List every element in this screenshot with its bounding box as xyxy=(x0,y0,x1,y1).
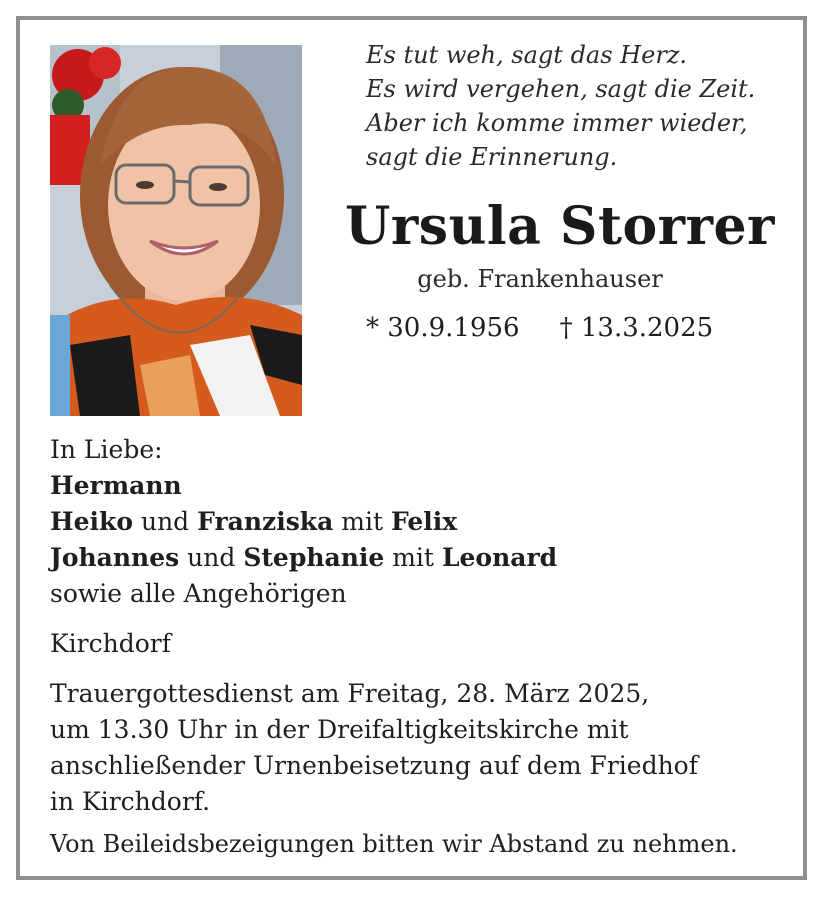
mourner-name: Franziska xyxy=(197,507,334,536)
portrait-photo xyxy=(50,45,302,416)
mourner-line xyxy=(50,540,790,576)
mourner-name: Leonard xyxy=(441,543,558,572)
mourners-intro: In Liebe: xyxy=(50,435,163,464)
mourner-name: Felix xyxy=(390,507,458,536)
connector-word: mit xyxy=(333,507,391,536)
deceased-name: Ursula Storrer xyxy=(345,196,775,257)
mourner-line xyxy=(50,504,790,540)
other-relatives: sowie alle Angehörigen xyxy=(50,579,347,608)
quote-line: sagt die Erinnerung. xyxy=(366,143,618,171)
service-line: um 13.30 Uhr in der Dreifaltigkeitskirche mit xyxy=(50,715,629,744)
connector-word: mit xyxy=(384,543,442,572)
quote-line: Aber ich komme immer wieder, xyxy=(366,109,748,137)
mourner-name: Hermann xyxy=(50,471,182,500)
service-line: in Kirchdorf. xyxy=(50,787,211,816)
connector-word: und xyxy=(179,543,244,572)
service-line: Trauergottesdienst am Freitag, 28. März 2025, xyxy=(50,679,650,708)
maiden-name: geb. Frankenhauser xyxy=(417,265,663,293)
death-date: † 13.3.2025 xyxy=(559,313,714,343)
connector-word: und xyxy=(133,507,198,536)
notice-body xyxy=(50,432,790,862)
service-line: anschließender Urnenbeisetzung auf dem Friedhof xyxy=(50,751,698,780)
birth-date: * 30.9.1956 xyxy=(366,313,520,343)
quote-line: Es tut weh, sagt das Herz. xyxy=(366,41,688,69)
quote-line: Es wird vergehen, sagt die Zeit. xyxy=(366,75,756,103)
mourner-name: Johannes xyxy=(50,543,180,572)
memorial-quote xyxy=(366,38,806,174)
mourner-name: Stephanie xyxy=(243,543,385,572)
life-dates xyxy=(366,313,786,343)
place-name: Kirchdorf xyxy=(50,629,171,658)
condolence-note: Von Beileidsbezeigungen bitten wir Abstand zu nehmen. xyxy=(50,830,738,858)
mourner-name: Heiko xyxy=(50,507,134,536)
